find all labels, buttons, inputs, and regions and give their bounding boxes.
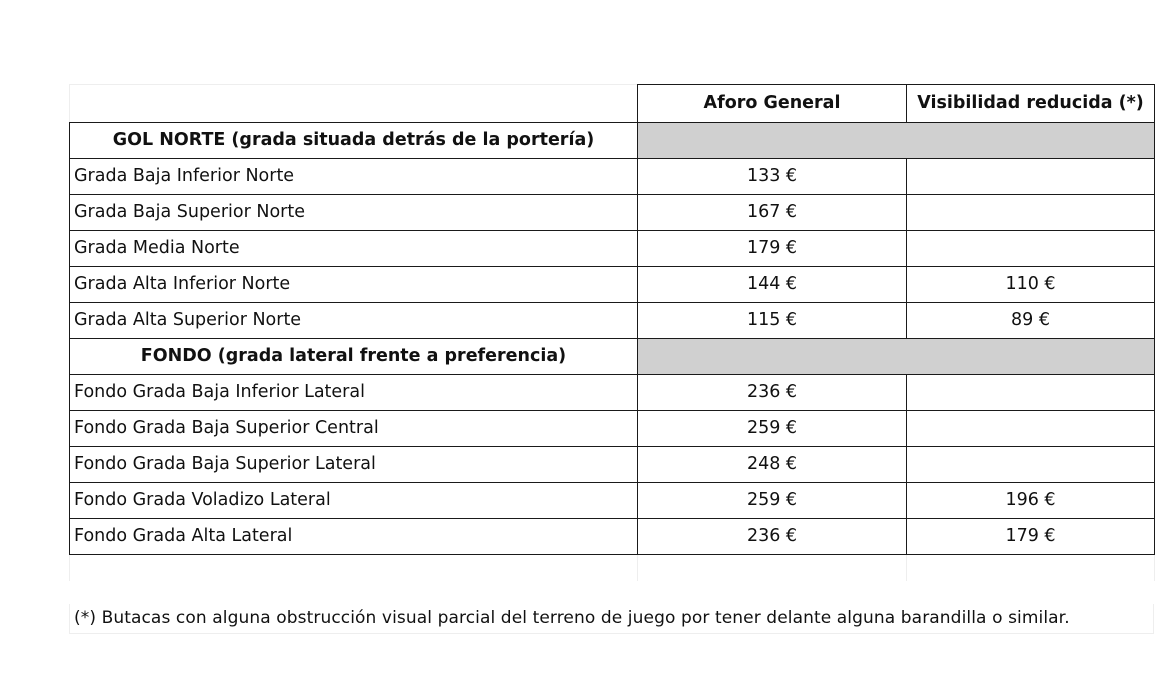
section-title-gol-norte: GOL NORTE (grada situada detrás de la portería) [70, 123, 638, 159]
section-row [70, 339, 1155, 375]
header-row [70, 85, 1155, 123]
header-visibilidad-reducida: Visibilidad reducida (*) [907, 85, 1155, 123]
row-reduced-price [907, 195, 1155, 231]
table-row [70, 267, 1155, 303]
row-reduced-price [907, 411, 1155, 447]
header-blank-cell [70, 85, 638, 123]
spacer-cell [70, 555, 638, 581]
row-name: Fondo Grada Baja Superior Lateral [70, 447, 638, 483]
spacer-row [70, 555, 1155, 581]
row-general-price: 236 € [638, 519, 907, 555]
row-general-price: 248 € [638, 447, 907, 483]
price-table [69, 84, 1155, 581]
section-fill [638, 339, 1155, 375]
row-reduced-price [907, 231, 1155, 267]
row-general-price: 179 € [638, 231, 907, 267]
row-reduced-price [907, 375, 1155, 411]
spacer-cell [638, 555, 907, 581]
row-reduced-price: 179 € [907, 519, 1155, 555]
row-name: Grada Alta Superior Norte [70, 303, 638, 339]
table-row [70, 303, 1155, 339]
row-reduced-price: 110 € [907, 267, 1155, 303]
row-general-price: 259 € [638, 483, 907, 519]
row-general-price: 144 € [638, 267, 907, 303]
row-general-price: 167 € [638, 195, 907, 231]
row-reduced-price [907, 159, 1155, 195]
row-general-price: 115 € [638, 303, 907, 339]
row-name: Grada Alta Inferior Norte [70, 267, 638, 303]
table-row [70, 483, 1155, 519]
section-fill [638, 123, 1155, 159]
row-name: Fondo Grada Voladizo Lateral [70, 483, 638, 519]
header-aforo-general: Aforo General [638, 85, 907, 123]
spacer-cell [907, 555, 1155, 581]
row-general-price: 133 € [638, 159, 907, 195]
footnote: (*) Butacas con alguna obstrucción visual parcial del terreno de juego por tener delante alguna barandilla o similar. [69, 604, 1154, 634]
row-name: Fondo Grada Baja Inferior Lateral [70, 375, 638, 411]
row-name: Grada Baja Inferior Norte [70, 159, 638, 195]
table-row [70, 375, 1155, 411]
row-reduced-price: 89 € [907, 303, 1155, 339]
row-name: Grada Media Norte [70, 231, 638, 267]
table-row [70, 159, 1155, 195]
row-name: Fondo Grada Alta Lateral [70, 519, 638, 555]
table-row [70, 411, 1155, 447]
row-name: Grada Baja Superior Norte [70, 195, 638, 231]
row-reduced-price [907, 447, 1155, 483]
section-row [70, 123, 1155, 159]
table-row [70, 519, 1155, 555]
row-name: Fondo Grada Baja Superior Central [70, 411, 638, 447]
table-row [70, 447, 1155, 483]
row-reduced-price: 196 € [907, 483, 1155, 519]
row-general-price: 259 € [638, 411, 907, 447]
row-general-price: 236 € [638, 375, 907, 411]
section-title-fondo: FONDO (grada lateral frente a preferencia) [70, 339, 638, 375]
table-row [70, 231, 1155, 267]
table-row [70, 195, 1155, 231]
